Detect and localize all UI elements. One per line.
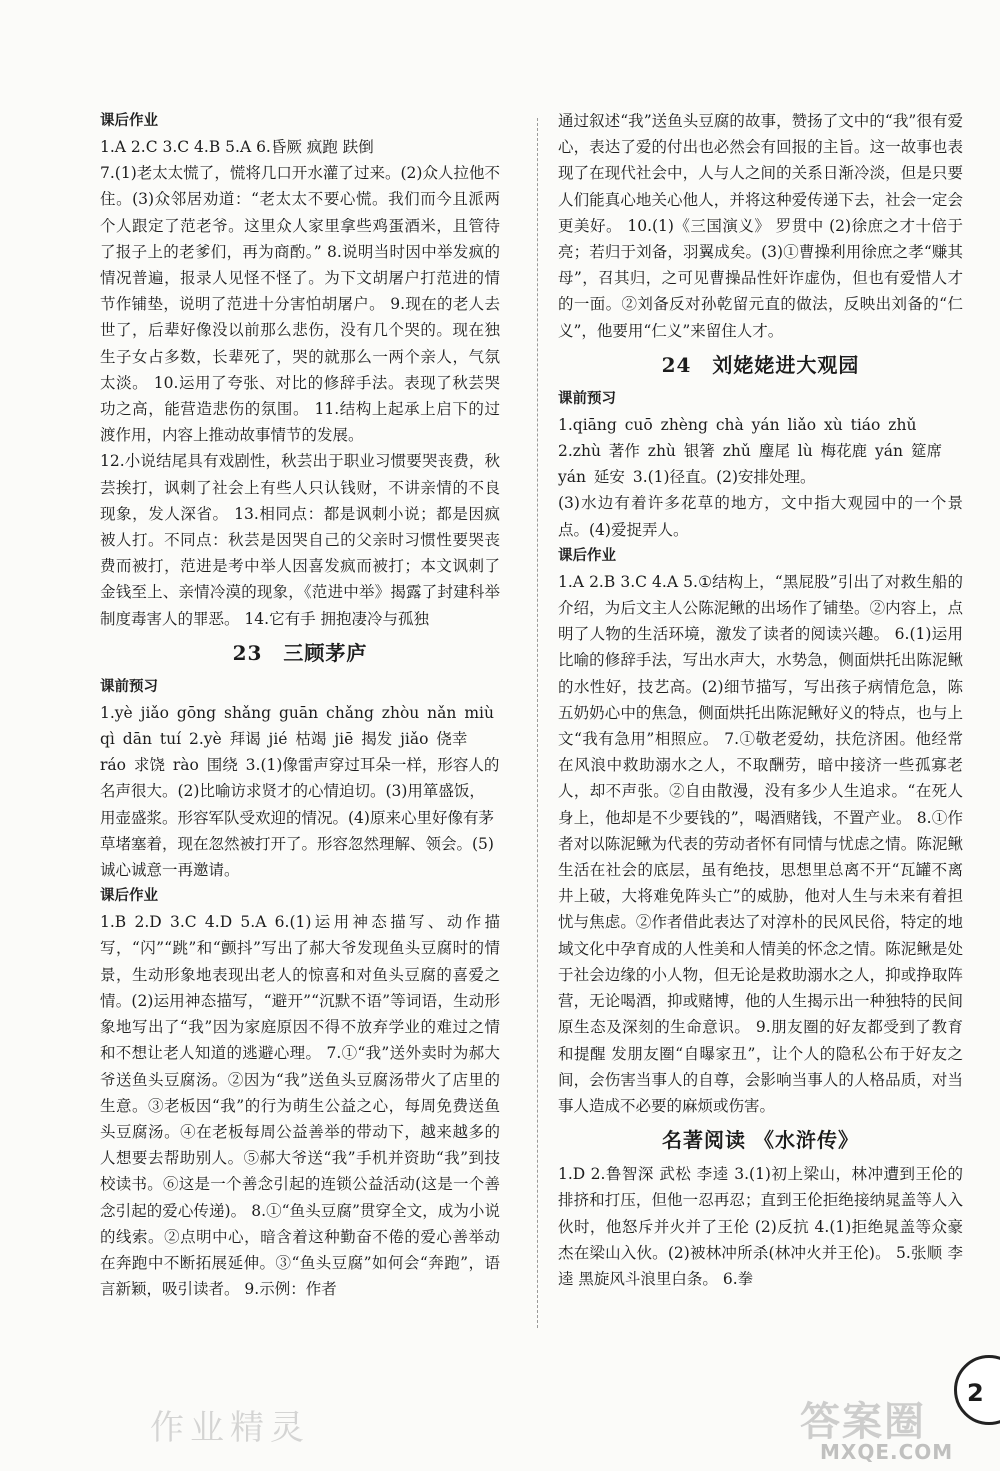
answer-paragraph: 12.小说结尾具有戏剧性，秋芸出于职业习惯要哭丧费，秋芸挨打，讽刺了社会上有些人只认钱财，不讲亲情的不良现象，发人深省。 13.相同点：都是讽刺小说；都是因疯被人打。不同点：秋芸是因哭自己的父亲时习惯性要哭丧费而被打，范进是考中举人因喜发疯而被打；本文讽刺了金钱至上、亲情冷漠的现象，《范进中举》揭露了封建科举制度毒害人的罪恶。 14.它有手 拥抱凄冷与孤独 [100,452,500,628]
answer-paragraph: 1.D 2.鲁智深 武松 李逵 3.(1)初上梁山，林冲遭到王伦的排挤和打压，但他一忍再忍；直到王伦拒绝接纳晁盖等人入伙时，他怒斥并火并了王伦 (2)反抗 4.(1)拒绝晁盖等众豪杰在梁山入伙。(2)被林冲所杀(林冲火并王伦)。 5.张顺 李逵 黑旋风斗浪里白条。 6.拳 [558,1165,963,1288]
answer-paragraph: 1.qiāng cuō zhèng chà yán liǎo xù tiáo zhǔ 2.zhù 著作 zhù 银箸 zhǔ 麈尾 lù 梅花鹿 yán 筵席 yán 延安 3.(1)径直。(2)安排处理。 [558,415,942,487]
answer-paragraph: 1.yè jiǎo gōng shǎng guān chǎng zhòu nǎn miù qì dān tuí 2.yè 拜谒 jié 枯竭 jiē 揭发 jiǎo 侥幸 ráo 求饶 rào 围绕 3.(1)像雷声穿过耳朵一样，形容人的名声很大。(2)比喻访求贤才的心情迫切。(3)用箪盛饭，用壶盛浆。形容军队受欢迎的情况。(4)原来心里好像有茅草堵塞着，现在忽然被打开了。形容忽然理解、领会。(5)诚心诚意一再邀请。 [100,703,500,880]
page-number-badge: 2 [954,1355,1000,1425]
answer-paragraph: 1.A 2.B 3.C 4.A 5.①结构上，“黑屁股”引出了对救生船的介绍，为后文主人公陈泥鳅的出场作了铺垫。②内容上，点明了人物的生活环境，激发了读者的阅读兴趣。 6.(1)运用比喻的修辞手法，写出水声大，水势急，侧面烘托出陈泥鳅的水性好，技艺高。(2)细节描写，写出孩子病情危急，陈五奶奶心中的焦急，侧面烘托出陈泥鳅好义的特点，也与上文“我有急用”相照应。 7.①敬老爱幼，扶危济困。他经常在风浪中救助溺水之人，不取酬劳，暗中接济一些孤寡老人，却不声张。②自由散漫，没有多少人生追求。“在死人身上，他却是不少要钱的”，喝酒赌钱，不置产业。 8.①作者对以陈泥鳅为代表的劳动者怀有同情与忧虑之情。陈泥鳅生活在社会的底层，虽有绝技，思想里总离不开“瓦罐不离井上破，大将难免阵头亡”的威胁，他对人生与未来有着担忧与焦虑。②作者借此表达了对淳朴的民风民俗，特定的地域文化中孕育成的人性美和人情美的怀念之情。陈泥鳅是处于社会边缘的小人物，但无论是救助溺水之人，抑或挣取阵营，无论喝酒，抑或赌博，他的人生揭示出一种独特的民间原生态及深刻的生命意识。 9.朋友圈的好友都受到了教育和提醒 发朋友圈“自曝家丑”，让个人的隐私公布于好友之间，会伤害当事人的自尊，会影响当事人的人格品质，对当事人造成不必要的麻烦或伤害。 [558,572,963,1115]
section-heading-kegian: 课前预习 [558,390,616,407]
answer-paragraph: 1.B 2.D 3.C 4.D 5.A 6.(1)运用神态描写、动作描写，“闪”“跳”和“颤抖”写出了郝大爷发现鱼头豆腐时的情景，生动形象地表现出老人的惊喜和对鱼头豆腐的喜爱之情。(2)运用神态描写，“避开”“沉默不语”等词语，生动形象地写出了“我”因为家庭原因不得不放弃学业的难过之情和不想让老人知道的逃避心理。 7.①“我”送外卖时为郝大爷送鱼头豆腐汤。②因为“我”送鱼头豆腐汤带火了店里的生意。③老板因“我”的行为萌生公益之心，每周免费送鱼头豆腐汤。④在老板每周公益善举的带动下，越来越多的人想要去帮助别人。⑤郝大爷送“我”手机并资助“我”到技校读书。⑥这是一个善念引起的连锁公益活动(这是一个善念引起的爱心传递)。 8.①“鱼头豆腐”贯穿全文，成为小说的线索。②点明中心，暗含着这种勤奋不倦的爱心善举动在奔跑中不断拓展延伸。③“鱼头豆腐”如何会“奔跑”，语言新颖，吸引读者。 9.示例：作者 [100,913,500,1299]
lesson-title-24: 24 刘姥姥进大观园 [661,352,860,377]
right-column [558,108,963,1292]
left-column [100,108,500,1302]
site-watermark-url: MXQE.COM [820,1440,954,1464]
section-heading-kehou: 课后作业 [100,888,158,905]
section-heading-kegian: 课前预习 [100,678,158,695]
answer-paragraph: 1.A 2.C 3.C 4.B 5.A 6.昏厥 疯跑 趺倒 [100,138,374,156]
answer-paragraph: 通过叙述“我”送鱼头豆腐的故事，赞扬了文中的“我”很有爱心，表达了爱的付出也必然会有回报的主旨。这一故事也表现了在现代社会中，人与人之间的关系日渐冷淡，但是只要人们能真心地关心他人，并将这种爱传递下去，社会一定会更美好。 10.(1)《三国演义》 罗贯中 (2)徐庶之才十倍于亮；若归于刘备，羽翼成矣。(3)①曹操利用徐庶之孝“赚其母”，召其归，之可见曹操品性奸诈虚伪，但也有爱惜人才的一面。②刘备反对孙乾留元直的做法，反映出刘备的“仁义”，他要用“仁义”来留住人才。 [558,112,963,340]
section-heading-kehou: 课后作业 [100,113,158,129]
site-watermark: 答案圈 [800,1399,926,1445]
lesson-title-23: 23 三顾茅庐 [232,640,368,665]
section-heading-kehou: 课后作业 [558,547,616,564]
stamp-watermark: 作业精灵 [150,1408,310,1448]
column-divider [537,118,538,1328]
answer-paragraph: 7.(1)老太太慌了，慌将几口开水灌了过来。(2)众人拉他不住。(3)众邻居劝道：“老太太不要心慌。我们而今且派两个人跟定了范老爷。这里众人家里拿些鸡蛋酒米，且管待了报子上的老爹们，再为商酌。” 8.说明当时因中举发疯的情况普遍，报录人见怪不怪了。为下文胡屠户打范进的情节作铺垫，说明了范进十分害怕胡屠户。 9.现在的老人去世了，后辈好像没以前那么悲伤，没有几个哭的。现在独生子女占多数，长辈死了，哭的就那么一两个亲人，气氛太淡。 10.运用了夸张、对比的修辞手法。表现了秋芸哭功之高，能营造悲伤的氛围。 11.结构上起承上启下的过渡作用，内容上推动故事情节的发展。 [100,164,500,445]
answer-paragraph: (3)水边有着许多花草的地方，文中指大观园中的一个景点。(4)爱捉弄人。 [558,494,963,539]
section-title-mingzhu: 名著阅读 《水浒传》 [662,1128,859,1153]
